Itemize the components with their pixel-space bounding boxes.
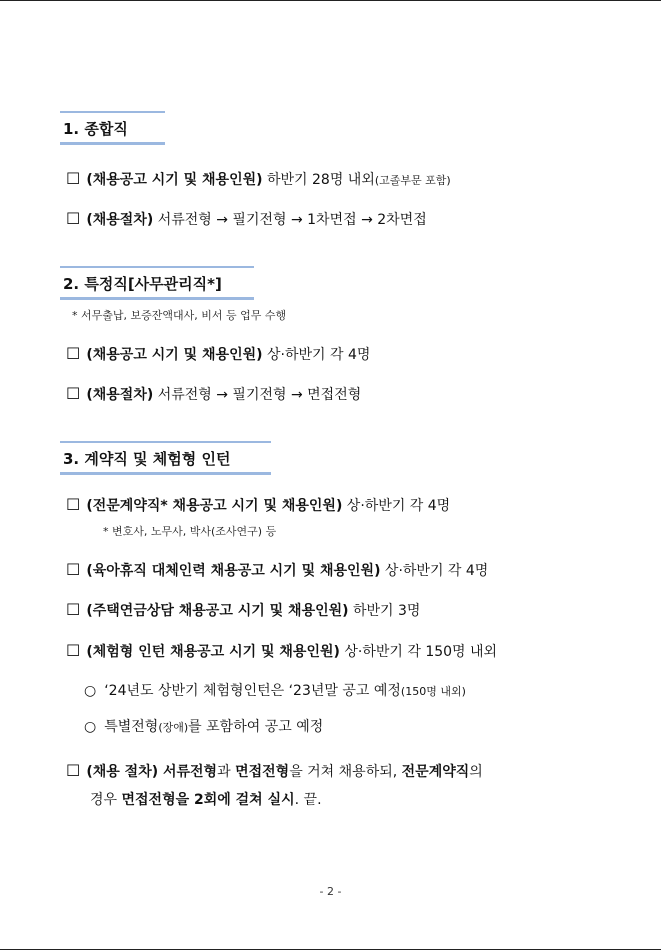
list-item (66, 494, 450, 517)
final-bold-2: 면접전형 (235, 764, 290, 780)
item-label: (육아휴직 대체인력 채용공고 시기 및 채용인원) (86, 563, 381, 579)
checkbox-icon: ☐ (66, 344, 81, 363)
checkbox-icon: ☐ (66, 761, 81, 780)
list-item (66, 559, 488, 582)
sub-list-item (84, 680, 466, 703)
list-item (66, 343, 370, 366)
item-label: (채용공고 시기 및 채용인원) (86, 347, 263, 363)
page-top-border (0, 0, 661, 1)
item-text: 상·하반기 각 4명 (380, 563, 489, 579)
item-text: 하반기 3명 (348, 603, 421, 619)
sub-item-small: (150명 내외) (400, 685, 466, 698)
list-item (66, 640, 497, 663)
sub-item-text: 특별전형 (104, 719, 159, 735)
final-bold-1: (채용 절차) 서류전형 (86, 764, 218, 780)
sub-item-text-cont: 를 포함하여 공고 예정 (188, 719, 324, 735)
list-item (66, 599, 420, 622)
final-text-2: 을 거쳐 채용하되, (289, 764, 402, 780)
item-label: (채용절차) (86, 212, 154, 228)
final-text-5: . 끝. (294, 792, 322, 808)
item-text: 서류전형 → 필기전형 → 1차면접 → 2차면접 (153, 212, 427, 228)
item-text: 서류전형 → 필기전형 → 면접전형 (153, 387, 362, 403)
sub-item-small: (장애) (158, 721, 189, 734)
section-heading-general: 1. 종합직 (60, 118, 165, 140)
circle-bullet-icon: ○ (84, 683, 97, 699)
list-item (66, 168, 451, 192)
item-text: 상·하반기 각 4명 (262, 347, 371, 363)
item-label: (주택연금상담 채용공고 시기 및 채용인원) (86, 603, 349, 619)
final-item (66, 760, 483, 783)
section-heading-special: 2. 특정직[사무관리직*] (60, 273, 254, 295)
checkbox-icon: ☐ (66, 600, 81, 619)
checkbox-icon: ☐ (66, 209, 81, 228)
item-text: 상·하반기 각 4명 (342, 498, 451, 514)
final-bold-4: 면접전형을 2회에 걸쳐 실시 (121, 792, 295, 808)
list-item (66, 208, 427, 231)
final-text-3: 의 (469, 764, 483, 780)
sub-list-item (84, 716, 323, 739)
footnote: * 변호사, 노무사, 박사(조사연구) 등 (103, 525, 277, 538)
section-heading-contract: 3. 계약직 및 체험형 인턴 (60, 448, 271, 470)
list-item (66, 383, 361, 406)
footnote: * 서무출납, 보증잔액대사, 비서 등 업무 수행 (72, 309, 287, 322)
item-label: (전문계약직* 채용공고 시기 및 채용인원) (86, 498, 343, 514)
sub-item-text: ‘24년도 상반기 체험형인턴은 ‘23년말 공고 예정 (104, 683, 401, 699)
checkbox-icon: ☐ (66, 641, 81, 660)
final-item-cont (90, 788, 322, 811)
final-text-4: 경우 (90, 792, 122, 808)
circle-bullet-icon: ○ (84, 719, 97, 735)
checkbox-icon: ☐ (66, 169, 81, 188)
checkbox-icon: ☐ (66, 495, 81, 514)
item-text: 하반기 28명 내외 (262, 172, 375, 188)
final-bold-3: 전문계약직 (401, 764, 470, 780)
item-label: (체험형 인턴 채용공고 시기 및 채용인원) (86, 644, 340, 660)
item-small: (고졸부문 포함) (374, 174, 451, 187)
item-label: (채용절차) (86, 387, 154, 403)
checkbox-icon: ☐ (66, 560, 81, 579)
page-number: - 2 - (319, 885, 342, 898)
final-text-1: 과 (217, 764, 236, 780)
item-label: (채용공고 시기 및 채용인원) (86, 172, 263, 188)
checkbox-icon: ☐ (66, 384, 81, 403)
item-text: 상·하반기 각 150명 내외 (339, 644, 498, 660)
page-bottom-border (0, 949, 661, 950)
